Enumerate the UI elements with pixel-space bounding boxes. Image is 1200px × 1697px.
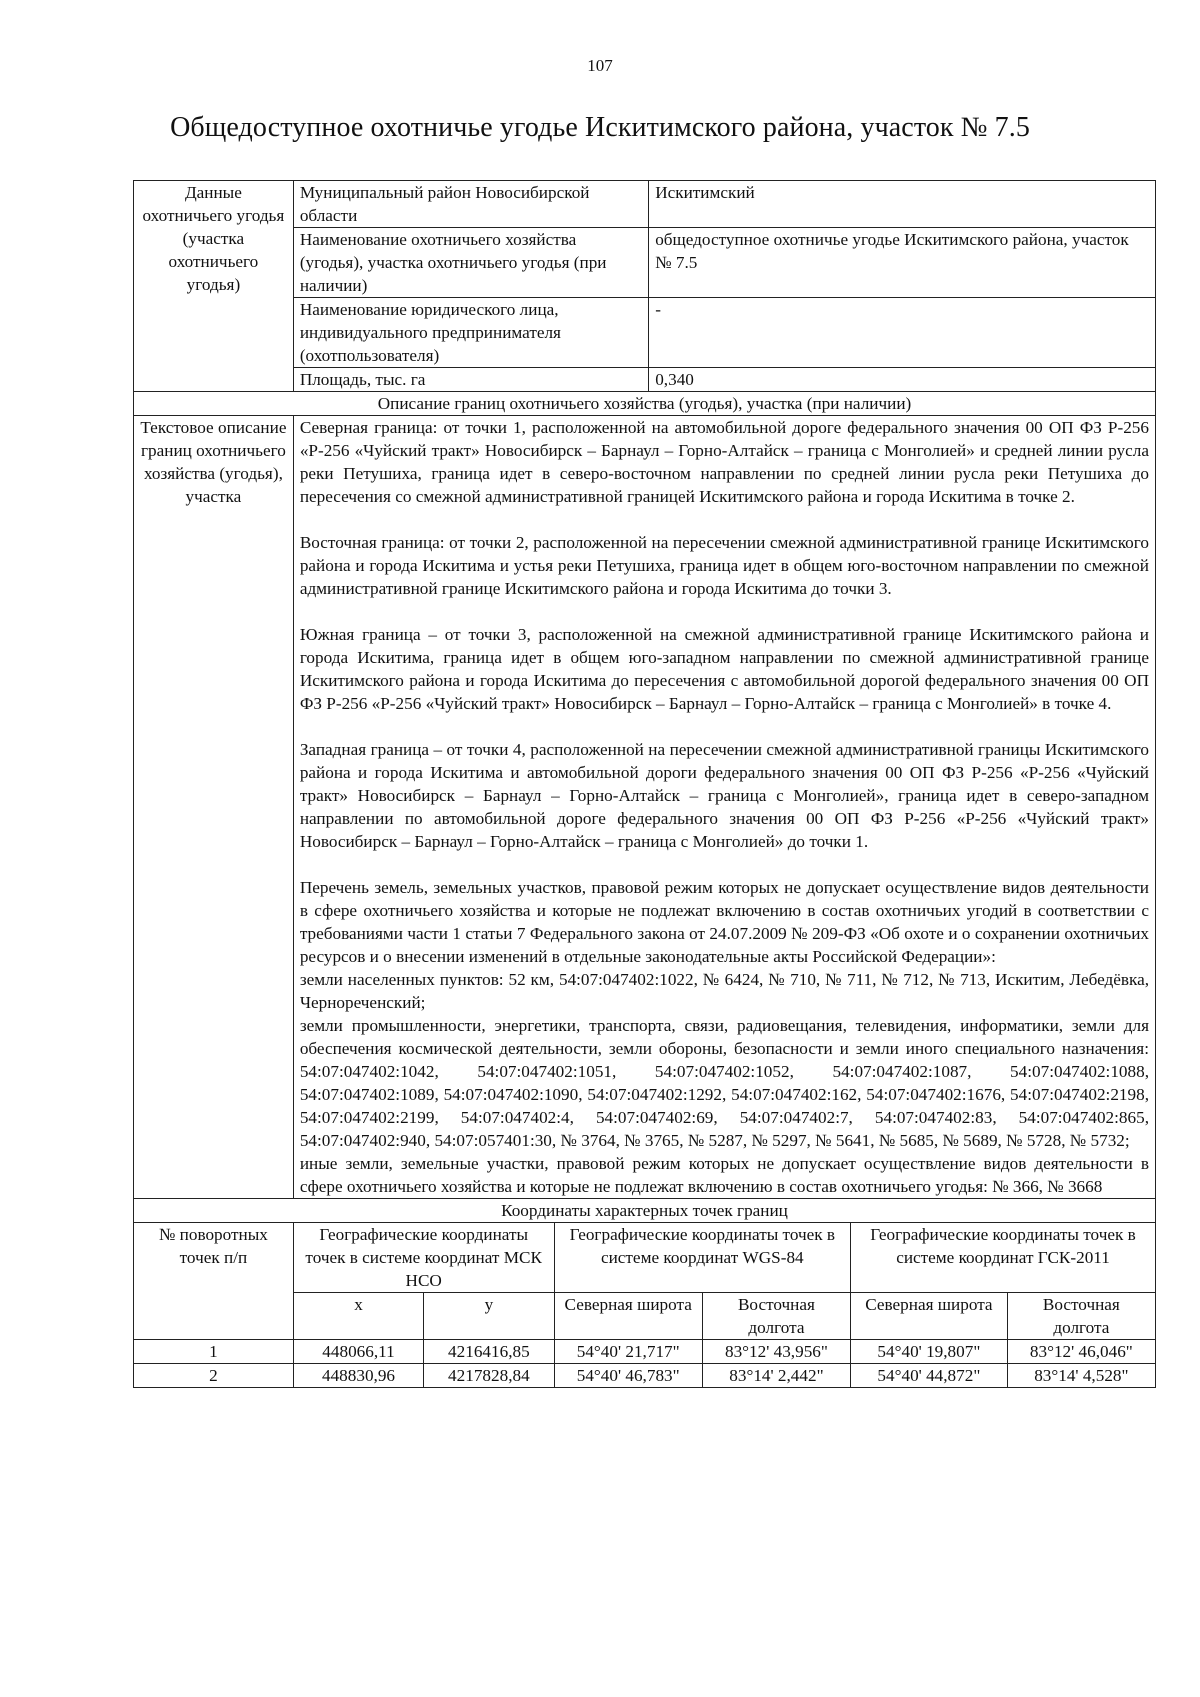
- gsk-longitude: 83°12' 46,046": [1007, 1340, 1155, 1364]
- coord-x: 448830,96: [293, 1364, 423, 1388]
- info-label: Площадь, тыс. га: [293, 368, 648, 392]
- excluded-lands-intro: Перечень земель, земельных участков, правовой режим которых не допускает осуществление видов деятельности в сфере охотничьего хозяйства и которые не подлежат включению в состав охотничьих угодий в соответствии с требованиями части 1 статьи 7 Федерального закона от 24.07.2009 № 209-ФЗ «Об охоте и о сохранении охотничьих ресурсов и о внесении изменений в отдельные законодательные акты Российской Федерации»:: [299, 878, 1149, 966]
- borders-heading: Описание границ охотничьего хозяйства (угодья), участка (при наличии): [134, 392, 1156, 416]
- table-row: [134, 1340, 1156, 1364]
- col-gsk-lat: Северная широта: [851, 1293, 1008, 1340]
- col-wgs-lat: Северная широта: [554, 1293, 702, 1340]
- coord-x: 448066,11: [293, 1340, 423, 1364]
- document-title: Общедоступное охотничье угодье Искитимского района, участок № 7.5: [170, 112, 1030, 143]
- coord-y: 4216416,85: [424, 1340, 554, 1364]
- table-row: [134, 1364, 1156, 1388]
- point-number: 2: [134, 1364, 294, 1388]
- wgs-longitude: 83°14' 2,442": [702, 1364, 850, 1388]
- col-x: x: [293, 1293, 423, 1340]
- col-group-gsk: Географические координаты точек в системе координат ГСК-2011: [851, 1223, 1156, 1293]
- col-point-number: № поворотных точек п/п: [134, 1223, 294, 1340]
- col-gsk-lon: Восточная долгота: [1007, 1293, 1155, 1340]
- south-border-text: Южная граница – от точки 3, расположенной на смежной административной границе Искитимского района и города Искитима, граница идет в общем юго-западном направлении по смежной административной границе Искитимского района и города Искитима до пересечения с автомобильной дорогой федерального значения 00 ОП ФЗ Р-256 «Р-256 «Чуйский тракт» Новосибирск – Барнаул – Горно-Алтайск – граница с Монголией» в точке 4.: [299, 625, 1149, 713]
- gsk-latitude: 54°40' 19,807": [851, 1340, 1008, 1364]
- borders-label: Текстовое описание границ охотничьего хозяйства (угодья), участка: [134, 416, 294, 1199]
- col-group-msk: Географические координаты точек в системе координат МСК НСО: [293, 1223, 554, 1293]
- info-label: Муниципальный район Новосибирской области: [293, 181, 648, 228]
- info-label: Наименование юридического лица, индивидуального предпринимателя (охотпользователя): [293, 298, 648, 368]
- west-border-text: Западная граница – от точки 4, расположенной на пересечении смежной административной границы Искитимского района и города Искитима и автомобильной дороги федерального значения 00 ОП ФЗ Р-256 «Р-256 «Чуйский тракт» Новосибирск – Барнаул – Горно-Алтайск – граница с Монголией», граница идет в северо-западном направлении по автомобильной дороге федерального значения 00 ОП ФЗ Р-256 «Р-256 «Чуйский тракт» Новосибирск – Барнаул – Горно-Алтайск – граница с Монголией» до точки 1.: [299, 740, 1149, 851]
- col-wgs-lon: Восточная долгота: [702, 1293, 850, 1340]
- col-y: y: [424, 1293, 554, 1340]
- excluded-lands-list: [300, 876, 1149, 1198]
- info-label: Наименование охотничьего хозяйства (угодья), участка охотничьего угодья (при наличии): [293, 228, 648, 298]
- wgs-latitude: 54°40' 21,717": [554, 1340, 702, 1364]
- info-value: общедоступное охотничье угодье Искитимского района, участок № 7.5: [649, 228, 1156, 298]
- east-border-text: Восточная граница: от точки 2, расположенной на пересечении смежной административной границе Искитимского района и города Искитима и устья реки Петушиха, граница идет в общем юго-восточном направлении по смежной административной границе Искитимского района и города Искитима до точки 3.: [299, 533, 1149, 598]
- coords-heading-row: [134, 1199, 1156, 1223]
- page-number: 107: [587, 56, 613, 75]
- industry-lands: земли промышленности, энергетики, транспорта, связи, радиовещания, телевидения, информатики, земли для обеспечения космической деятельности, земли обороны, безопасности и земли иного специального назначения: 54:07:047402:1042, 54:07:047402:1051, 54:07:047402:1052, 54:07:047402:1087, 54:07:047402:1088, 54:07:047402:1089, 54:07:047402:1090, 54:07:047402:1292, 54:07:047402:162, 54:07:047402:1676, 54:07:047402:2198, 54:07:047402:2199, 54:07:047402:4, 54:07:047402:69, 54:07:047402:7, 54:07:047402:83, 54:07:047402:865, 54:07:047402:940, 54:07:057401:30, № 3764, № 3765, № 5287, № 5297, № 5641, № 5685, № 5689, № 5728, № 5732;: [299, 1016, 1149, 1150]
- info-value: 0,340: [649, 368, 1156, 392]
- info-row-district: [134, 181, 1156, 228]
- borders-heading-row: [134, 392, 1156, 416]
- gsk-longitude: 83°14' 4,528": [1007, 1364, 1155, 1388]
- gsk-latitude: 54°40' 44,872": [851, 1364, 1008, 1388]
- section-label-data: Данные охотничьего угодья (участка охотничьего угодья): [134, 181, 294, 392]
- other-lands: иные земли, земельные участки, правовой режим которых не допускает осуществление видов деятельности в сфере охотничьего хозяйства и которые не подлежат включению в состав охотничьего угодья: № 366, № 3668: [299, 1154, 1149, 1196]
- north-border-text: Северная граница: от точки 1, расположенной на автомобильной дороге федерального значения 00 ОП ФЗ Р-256 «Р-256 «Чуйский тракт» Новосибирск – Барнаул – Горно-Алтайск – граница с Монголией» и средней линии русла реки Петушиха, граница идет в северо-восточном направлении по средней линии русла реки Петушиха до пересечения со смежной административной границей Искитимского района и города Искитима в точке 2.: [299, 418, 1149, 506]
- borders-description: [293, 416, 1155, 1199]
- wgs-longitude: 83°12' 43,956": [702, 1340, 850, 1364]
- point-number: 1: [134, 1340, 294, 1364]
- hunting-ground-table: [133, 180, 1156, 1388]
- borders-description-row: [134, 416, 1156, 1199]
- col-group-wgs: Географические координаты точек в системе координат WGS-84: [554, 1223, 851, 1293]
- coords-heading: Координаты характерных точек границ: [134, 1199, 1156, 1223]
- info-value: Искитимский: [649, 181, 1156, 228]
- wgs-latitude: 54°40' 46,783": [554, 1364, 702, 1388]
- coords-header-row: [134, 1223, 1156, 1293]
- info-value: -: [649, 298, 1156, 368]
- coord-y: 4217828,84: [424, 1364, 554, 1388]
- settlement-lands: земли населенных пунктов: 52 км, 54:07:047402:1022, № 6424, № 710, № 711, № 712, № 713, Искитим, Лебедёвка, Чернореченский;: [299, 970, 1149, 1012]
